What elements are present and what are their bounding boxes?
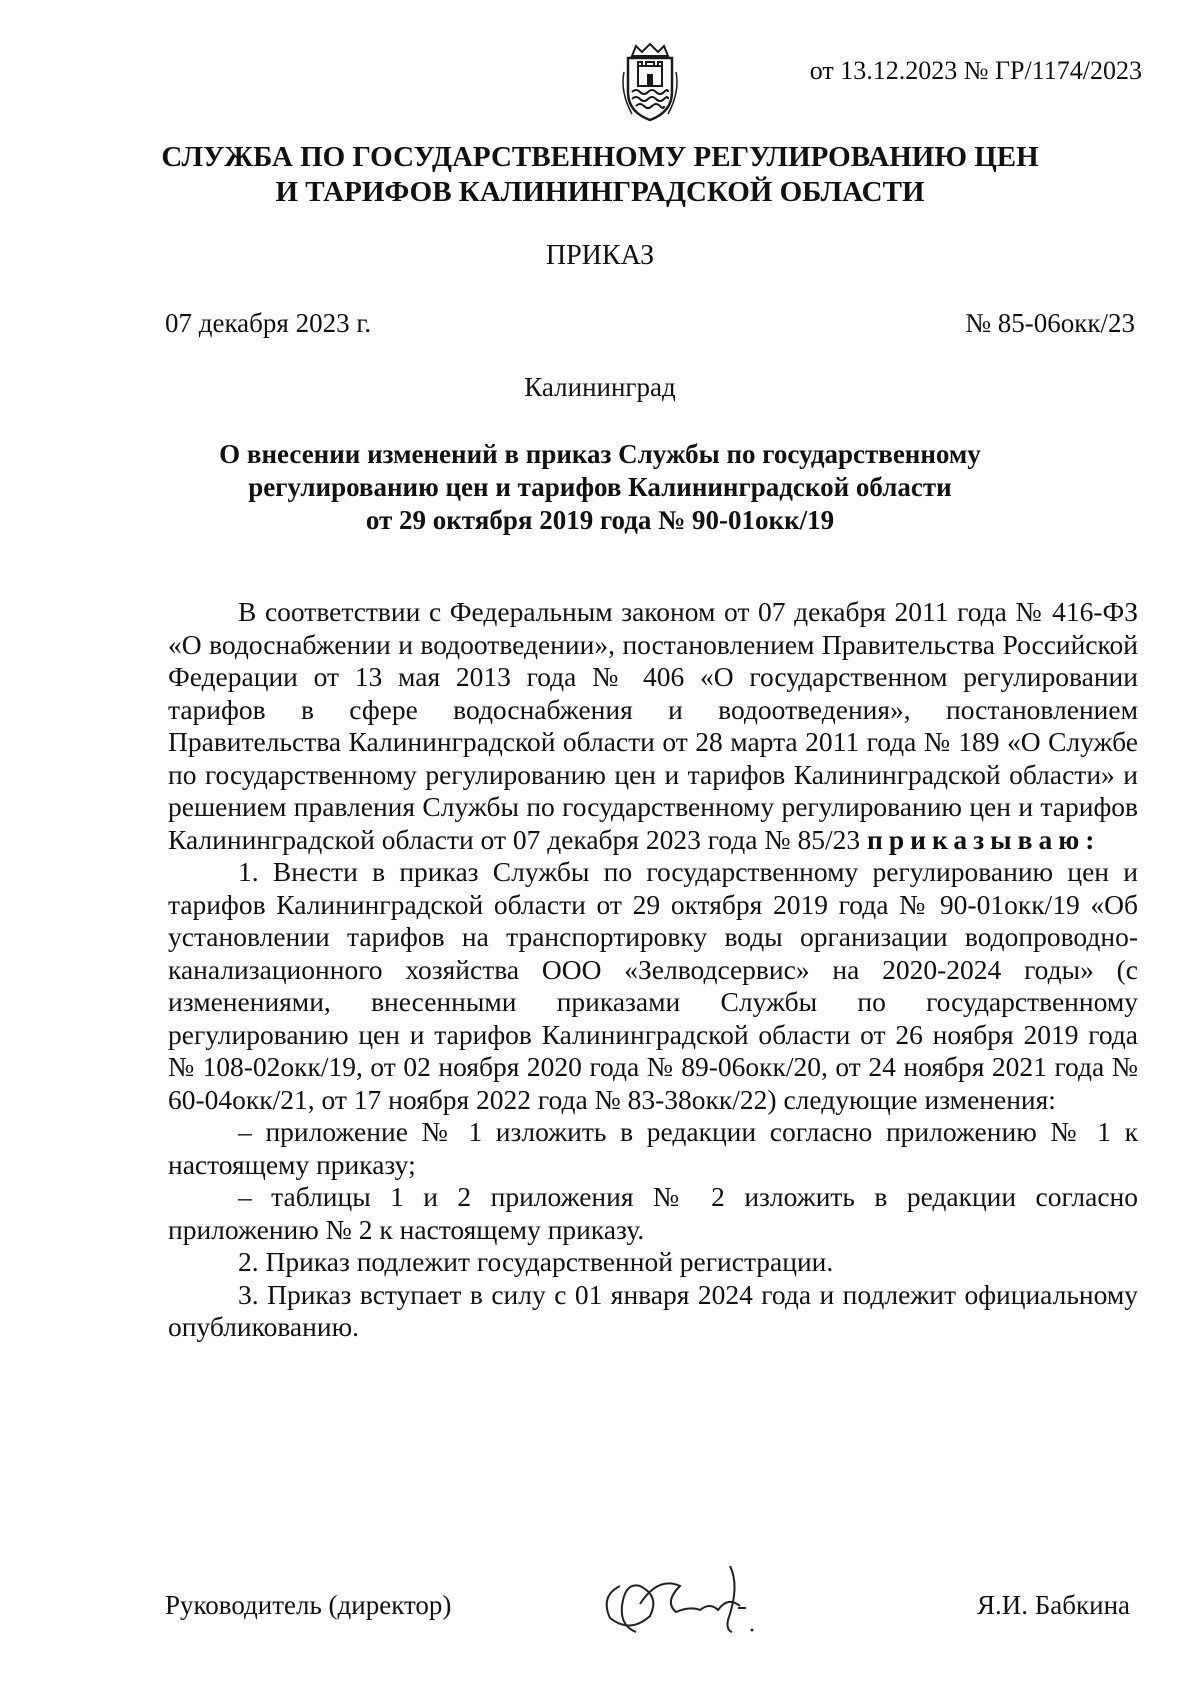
item-1-paragraph: 1. Внести в приказ Службы по государственному регулированию цен и тарифов Калининградской области от 29 октября 2019 года № 90-01окк/19 «Об установлении тарифов на транспортировку воды организации водопроводно-канализационного хозяйства ООО «Зелводсервис» на 2020-2024 годы» (с изменениями, внесенными приказами Службы по государственному регулированию цен и тарифов Калининградской области от 26 ноября 2019 года № 108-02окк/19, от 02 ноября 2020 года № 89-06окк/20, от 24 ноября 2021 года № 60-04окк/21, от 17 ноября 2022 года № 83-38окк/22) следующие изменения: — [168, 856, 1138, 1115]
order-word: приказываю: — [866, 823, 1101, 855]
document-subject — [0, 438, 1200, 537]
preamble-text: В соответствии с Федеральным законом от 07 декабря 2011 года № 416-ФЗ «О водоснабжении и водоотведении», постановлением Правительства Российской Федерации от 13 мая 2013 года № 406 «О государственном регулировании тарифов в сфере водоснабжения и водоотведения», постановлением Правительства Калининградской области от 28 марта 2011 года № 189 «О Службе по государственному регулированию цен и тарифов Калининградской области» и решением правления Службы по государственному регулированию цен и тарифов Калининградской области от 07 декабря 2023 года № 85/23 — [168, 596, 1138, 855]
signatory-name: Я.И. Бабкина — [977, 1590, 1130, 1620]
signatory-title: Руководитель (директор) — [165, 1590, 452, 1620]
item-2-paragraph: 2. Приказ подлежит государственной регистрации. — [238, 1246, 834, 1277]
document-type: ПРИКАЗ — [545, 240, 655, 271]
subject-line: от 29 октября 2019 года № 90-01окк/19 — [365, 505, 835, 535]
organization-name — [0, 140, 1200, 210]
document-number: № 85-06окк/23 — [965, 308, 1135, 338]
document-city: Калининград — [524, 372, 676, 402]
preamble-paragraph — [168, 596, 1138, 856]
dash-item-paragraph: – приложение № 1 изложить в редакции согласно приложению № 1 к настоящему приказу; — [168, 1116, 1138, 1180]
organization-line: СЛУЖБА ПО ГОСУДАРСТВЕННОМУ РЕГУЛИРОВАНИЮ ЦЕН — [161, 141, 1039, 173]
handwritten-signature — [580, 1546, 780, 1642]
item-3-paragraph: 3. Приказ вступает в силу с 01 января 2024 года и подлежит официальному опубликованию. — [168, 1278, 1138, 1342]
subject-line: регулированию цен и тарифов Калининградской области — [248, 472, 952, 502]
document-date: 07 декабря 2023 г. — [165, 308, 372, 338]
registration-stamp: от 13.12.2023 № ГР/1174/2023 — [809, 56, 1142, 85]
organization-line: И ТАРИФОВ КАЛИНИНГРАДСКОЙ ОБЛАСТИ — [275, 176, 925, 208]
dash-item-paragraph: – таблицы 1 и 2 приложения № 2 изложить в редакции согласно приложению № 2 к настоящему приказу. — [168, 1181, 1138, 1245]
subject-line: О внесении изменений в приказ Службы по государственному — [219, 439, 981, 469]
document-body — [168, 596, 1138, 1344]
kaliningrad-coat-of-arms-icon — [618, 42, 682, 124]
